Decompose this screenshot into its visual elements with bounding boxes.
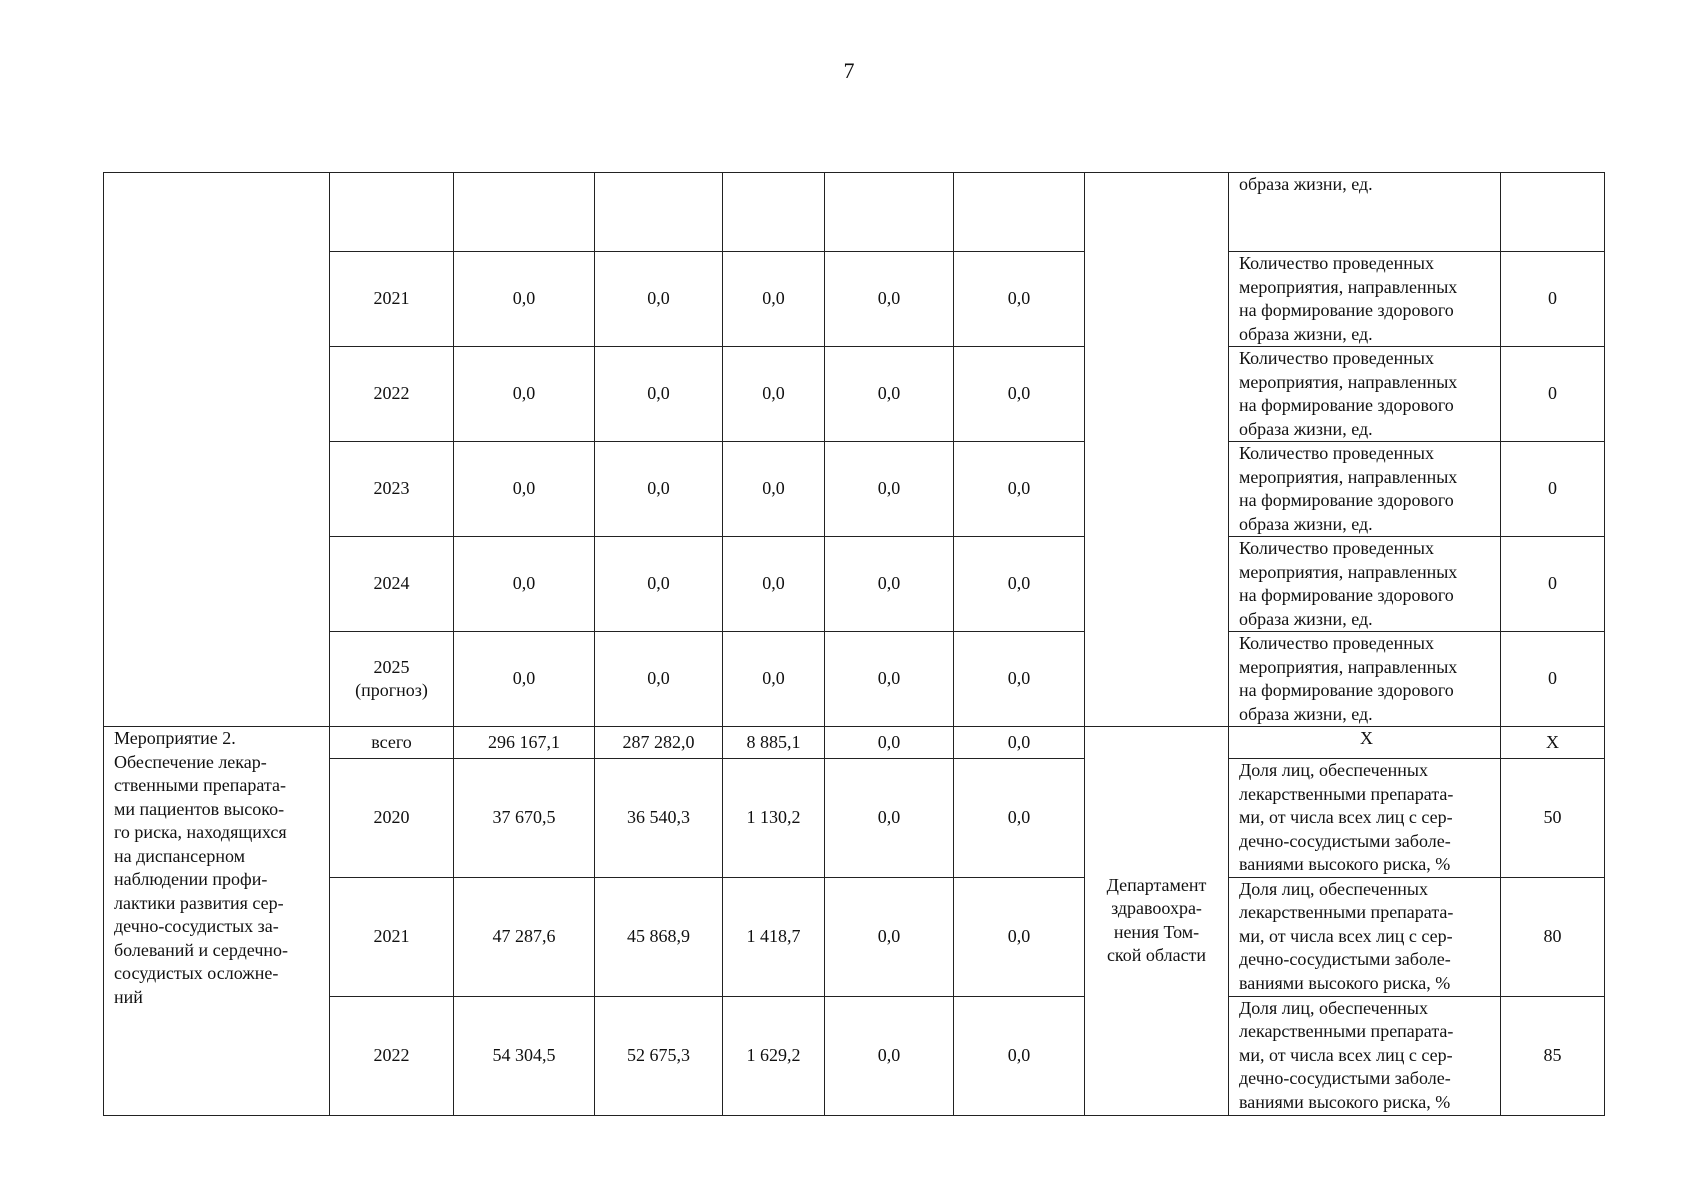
regional-value-cell bbox=[723, 996, 825, 1115]
year-cell bbox=[330, 727, 454, 759]
target-value: Х bbox=[1546, 731, 1559, 752]
regional-value-cell bbox=[723, 537, 825, 632]
year-line: (прогноз) bbox=[355, 680, 428, 700]
target-value-cell bbox=[1501, 252, 1605, 347]
indicator-line: Доля лиц, обеспеченных bbox=[1239, 878, 1428, 899]
indicator-line: Х bbox=[1360, 728, 1373, 748]
local-value-cell bbox=[825, 537, 954, 632]
target-value-cell bbox=[1501, 996, 1605, 1115]
year-line: 2021 bbox=[373, 925, 410, 946]
target-value-cell bbox=[1501, 632, 1605, 727]
page-number: 7 bbox=[843, 58, 855, 83]
total-value: 0,0 bbox=[512, 478, 536, 499]
other-value: 0,0 bbox=[1007, 925, 1031, 946]
local-value: 0,0 bbox=[877, 925, 901, 946]
activity-line: сосудистых осложне- bbox=[114, 963, 279, 983]
other-value: 0,0 bbox=[1007, 807, 1031, 827]
federal-value-cell bbox=[595, 727, 723, 759]
table-row bbox=[104, 996, 1605, 1115]
other-value-cell bbox=[954, 442, 1085, 537]
indicator-line: Количество проведенных bbox=[1239, 538, 1434, 558]
target-value: 50 bbox=[1543, 807, 1562, 827]
indicator-line: образа жизни, ед. bbox=[1239, 174, 1373, 194]
regional-value: 1 418,7 bbox=[746, 925, 801, 946]
activity-cell bbox=[104, 727, 330, 1116]
target-value: 0 bbox=[1548, 573, 1557, 594]
other-value: 0,0 bbox=[1007, 731, 1031, 752]
federal-value: 52 675,3 bbox=[627, 1044, 690, 1065]
total-value-cell bbox=[454, 173, 595, 252]
indicator-cell bbox=[1229, 537, 1501, 632]
indicator-line: на формирование здорового bbox=[1239, 300, 1454, 320]
other-value-cell bbox=[954, 537, 1085, 632]
total-value-cell bbox=[454, 347, 595, 442]
other-value-cell bbox=[954, 727, 1085, 759]
indicator-line: дечно-сосудистыми заболе- bbox=[1239, 830, 1451, 851]
other-value-cell bbox=[954, 173, 1085, 252]
other-value: 0,0 bbox=[1007, 668, 1031, 689]
regional-value: 0,0 bbox=[762, 573, 785, 594]
target-value-cell bbox=[1501, 537, 1605, 632]
department-line: нения Том- bbox=[1113, 921, 1200, 942]
year-line: всего bbox=[371, 731, 412, 752]
total-value-cell bbox=[454, 537, 595, 632]
indicator-cell bbox=[1229, 252, 1501, 347]
regional-value: 1 629,2 bbox=[746, 1044, 801, 1065]
indicator-cell bbox=[1229, 173, 1501, 252]
indicator-line: мероприятия, направленных bbox=[1239, 656, 1458, 677]
target-value: 0 bbox=[1548, 383, 1557, 404]
other-value-cell bbox=[954, 996, 1085, 1115]
total-value: 47 287,6 bbox=[492, 925, 556, 946]
department-cell-continued bbox=[1085, 173, 1229, 727]
other-value: 0,0 bbox=[1007, 573, 1031, 594]
federal-value-cell bbox=[595, 173, 723, 252]
year-cell bbox=[330, 347, 454, 442]
year-line: 2020 bbox=[373, 807, 410, 827]
target-value: 80 bbox=[1543, 925, 1562, 946]
regional-value: 0,0 bbox=[762, 383, 785, 404]
indicator-cell bbox=[1229, 996, 1501, 1115]
total-value-cell bbox=[454, 442, 595, 537]
target-value-cell bbox=[1501, 727, 1605, 759]
local-value: 0,0 bbox=[877, 383, 901, 404]
federal-value-cell bbox=[595, 537, 723, 632]
indicator-line: ми, от числа всех лиц с сер- bbox=[1239, 807, 1453, 827]
regional-value: 0,0 bbox=[762, 668, 785, 689]
activity-line: ний bbox=[114, 986, 143, 1007]
indicator-line: лекарственными препарата- bbox=[1239, 783, 1454, 804]
indicator-line: образа жизни, ед. bbox=[1239, 703, 1373, 724]
total-value-cell bbox=[454, 632, 595, 727]
year-line: 2022 bbox=[373, 1044, 410, 1065]
federal-value-cell bbox=[595, 347, 723, 442]
total-value-cell bbox=[454, 252, 595, 347]
indicator-cell bbox=[1229, 727, 1501, 759]
year-line: 2022 bbox=[373, 383, 410, 404]
indicator-cell bbox=[1229, 759, 1501, 878]
indicator-line: мероприятия, направленных bbox=[1239, 371, 1458, 392]
total-value: 0,0 bbox=[512, 288, 536, 309]
table-row bbox=[104, 442, 1605, 537]
target-value-cell bbox=[1501, 442, 1605, 537]
other-value: 0,0 bbox=[1007, 478, 1031, 499]
local-value-cell bbox=[825, 877, 954, 996]
regional-value-cell bbox=[723, 632, 825, 727]
year-cell bbox=[330, 877, 454, 996]
activity-line: Обеспечение лекар- bbox=[114, 751, 267, 772]
indicator-line: Доля лиц, обеспеченных bbox=[1239, 997, 1428, 1018]
local-value-cell bbox=[825, 347, 954, 442]
total-value-cell bbox=[454, 759, 595, 878]
year-cell bbox=[330, 759, 454, 878]
local-value: 0,0 bbox=[877, 573, 901, 594]
federal-value-cell bbox=[595, 996, 723, 1115]
local-value-cell bbox=[825, 759, 954, 878]
indicator-line: на формирование здорового bbox=[1239, 490, 1454, 510]
target-value-cell bbox=[1501, 347, 1605, 442]
other-value-cell bbox=[954, 632, 1085, 727]
regional-value-cell bbox=[723, 442, 825, 537]
indicator-line: образа жизни, ед. bbox=[1239, 418, 1373, 439]
federal-value-cell bbox=[595, 632, 723, 727]
table-row bbox=[104, 537, 1605, 632]
local-value-cell bbox=[825, 442, 954, 537]
department-cell bbox=[1085, 727, 1229, 1116]
regional-value-cell bbox=[723, 877, 825, 996]
indicator-line: лекарственными препарата- bbox=[1239, 902, 1454, 922]
indicator-line: ваниями высокого риска, % bbox=[1239, 972, 1451, 993]
local-value-cell bbox=[825, 996, 954, 1115]
target-value: 0 bbox=[1548, 478, 1557, 499]
activity-line: го риска, находящихся bbox=[114, 822, 287, 842]
local-value: 0,0 bbox=[877, 731, 901, 752]
indicator-cell bbox=[1229, 877, 1501, 996]
total-value: 37 670,5 bbox=[492, 807, 556, 827]
indicator-line: ваниями высокого риска, % bbox=[1239, 854, 1451, 874]
indicator-cell bbox=[1229, 632, 1501, 727]
indicator-cell bbox=[1229, 347, 1501, 442]
indicator-line: на формирование здорового bbox=[1239, 585, 1454, 605]
other-value: 0,0 bbox=[1007, 288, 1031, 309]
year-line: 2024 bbox=[373, 573, 410, 594]
target-value: 0 bbox=[1548, 668, 1557, 689]
regional-value: 0,0 bbox=[762, 478, 785, 499]
year-line: 2021 bbox=[373, 288, 410, 309]
federal-value: 0,0 bbox=[647, 668, 670, 689]
indicator-cell bbox=[1229, 442, 1501, 537]
year-line: 2023 bbox=[373, 478, 410, 499]
year-cell bbox=[330, 537, 454, 632]
indicator-line: дечно-сосудистыми заболе- bbox=[1239, 1068, 1451, 1088]
year-cell bbox=[330, 442, 454, 537]
total-value: 54 304,5 bbox=[492, 1044, 556, 1065]
federal-value: 36 540,3 bbox=[627, 807, 690, 827]
indicator-line: мероприятия, направленных bbox=[1239, 276, 1458, 297]
indicator-line: ми, от числа всех лиц с сер- bbox=[1239, 925, 1453, 946]
regional-value-cell bbox=[723, 727, 825, 759]
total-value: 0,0 bbox=[512, 668, 536, 689]
total-value: 0,0 bbox=[512, 573, 536, 594]
federal-value: 287 282,0 bbox=[622, 731, 695, 752]
table-row bbox=[104, 759, 1605, 878]
indicator-line: образа жизни, ед. bbox=[1239, 513, 1373, 534]
regional-value-cell bbox=[723, 347, 825, 442]
activity-line: наблюдении профи- bbox=[114, 869, 268, 889]
year-line: 2025 bbox=[373, 656, 410, 677]
federal-value: 0,0 bbox=[647, 288, 670, 309]
indicator-line: Количество проведенных bbox=[1239, 443, 1434, 463]
other-value-cell bbox=[954, 877, 1085, 996]
table-row bbox=[104, 632, 1605, 727]
indicator-line: мероприятия, направленных bbox=[1239, 561, 1458, 582]
local-value-cell bbox=[825, 727, 954, 759]
table-row bbox=[104, 727, 1605, 759]
indicator-line: на формирование здорового bbox=[1239, 395, 1454, 415]
year-cell bbox=[330, 632, 454, 727]
federal-value: 0,0 bbox=[647, 383, 670, 404]
indicator-line: образа жизни, ед. bbox=[1239, 323, 1373, 344]
total-value: 0,0 bbox=[512, 383, 536, 404]
federal-value-cell bbox=[595, 877, 723, 996]
department-line: Департамент bbox=[1106, 874, 1207, 895]
total-value-cell bbox=[454, 996, 595, 1115]
indicator-line: Количество проведенных bbox=[1239, 633, 1434, 653]
total-value: 296 167,1 bbox=[488, 731, 560, 752]
local-value-cell bbox=[825, 632, 954, 727]
other-value-cell bbox=[954, 252, 1085, 347]
local-value: 0,0 bbox=[877, 1044, 901, 1065]
target-value-cell bbox=[1501, 877, 1605, 996]
table-row bbox=[104, 173, 1605, 252]
indicator-line: Количество проведенных bbox=[1239, 253, 1434, 273]
federal-value: 45 868,9 bbox=[627, 925, 690, 946]
activity-line: Мероприятие 2. bbox=[114, 728, 236, 748]
activity-line: лактики развития сер- bbox=[114, 892, 284, 913]
local-value: 0,0 bbox=[877, 288, 901, 309]
regional-value: 0,0 bbox=[762, 288, 785, 309]
table-row bbox=[104, 347, 1605, 442]
indicator-line: ми, от числа всех лиц с сер- bbox=[1239, 1044, 1453, 1065]
department-line: ской области bbox=[1106, 945, 1207, 966]
activity-line: ми пациентов высоко- bbox=[114, 798, 285, 819]
indicator-line: Количество проведенных bbox=[1239, 348, 1434, 368]
target-value-cell bbox=[1501, 759, 1605, 878]
federal-value-cell bbox=[595, 252, 723, 347]
year-cell bbox=[330, 252, 454, 347]
target-value: 85 bbox=[1543, 1044, 1562, 1065]
regional-value: 8 885,1 bbox=[746, 731, 801, 752]
federal-value: 0,0 bbox=[647, 478, 670, 499]
local-value-cell bbox=[825, 252, 954, 347]
year-cell bbox=[330, 173, 454, 252]
indicator-line: ваниями высокого риска, % bbox=[1239, 1091, 1451, 1112]
other-value-cell bbox=[954, 759, 1085, 878]
regional-value-cell bbox=[723, 252, 825, 347]
indicator-line: мероприятия, направленных bbox=[1239, 466, 1458, 487]
department-line: здравоохра- bbox=[1111, 898, 1202, 919]
target-value: 0 bbox=[1548, 288, 1557, 309]
activity-line: болеваний и сердечно- bbox=[114, 939, 289, 960]
regional-value: 1 130,2 bbox=[746, 807, 801, 827]
program-table bbox=[103, 172, 1605, 1116]
local-value: 0,0 bbox=[877, 668, 901, 689]
total-value-cell bbox=[454, 877, 595, 996]
activity-line: ственными препарата- bbox=[114, 775, 286, 795]
other-value-cell bbox=[954, 347, 1085, 442]
federal-value-cell bbox=[595, 442, 723, 537]
indicator-line: лекарственными препарата- bbox=[1239, 1021, 1454, 1041]
table-row bbox=[104, 252, 1605, 347]
indicator-line: Доля лиц, обеспеченных bbox=[1239, 760, 1428, 780]
activity-line: на диспансерном bbox=[114, 845, 246, 866]
table-row bbox=[104, 877, 1605, 996]
federal-value: 0,0 bbox=[647, 573, 670, 594]
target-value-cell bbox=[1501, 173, 1605, 252]
other-value: 0,0 bbox=[1007, 1044, 1031, 1065]
table-body bbox=[104, 173, 1605, 1116]
indicator-line: дечно-сосудистыми заболе- bbox=[1239, 949, 1451, 969]
total-value-cell bbox=[454, 727, 595, 759]
regional-value-cell bbox=[723, 759, 825, 878]
federal-value-cell bbox=[595, 759, 723, 878]
regional-value-cell bbox=[723, 173, 825, 252]
local-value: 0,0 bbox=[877, 478, 901, 499]
local-value: 0,0 bbox=[877, 807, 901, 827]
indicator-line: на формирование здорового bbox=[1239, 680, 1454, 700]
local-value-cell bbox=[825, 173, 954, 252]
indicator-line: образа жизни, ед. bbox=[1239, 608, 1373, 629]
year-cell bbox=[330, 996, 454, 1115]
other-value: 0,0 bbox=[1007, 383, 1031, 404]
activity-cell-continued bbox=[104, 173, 330, 727]
activity-line: дечно-сосудистых за- bbox=[114, 916, 279, 936]
